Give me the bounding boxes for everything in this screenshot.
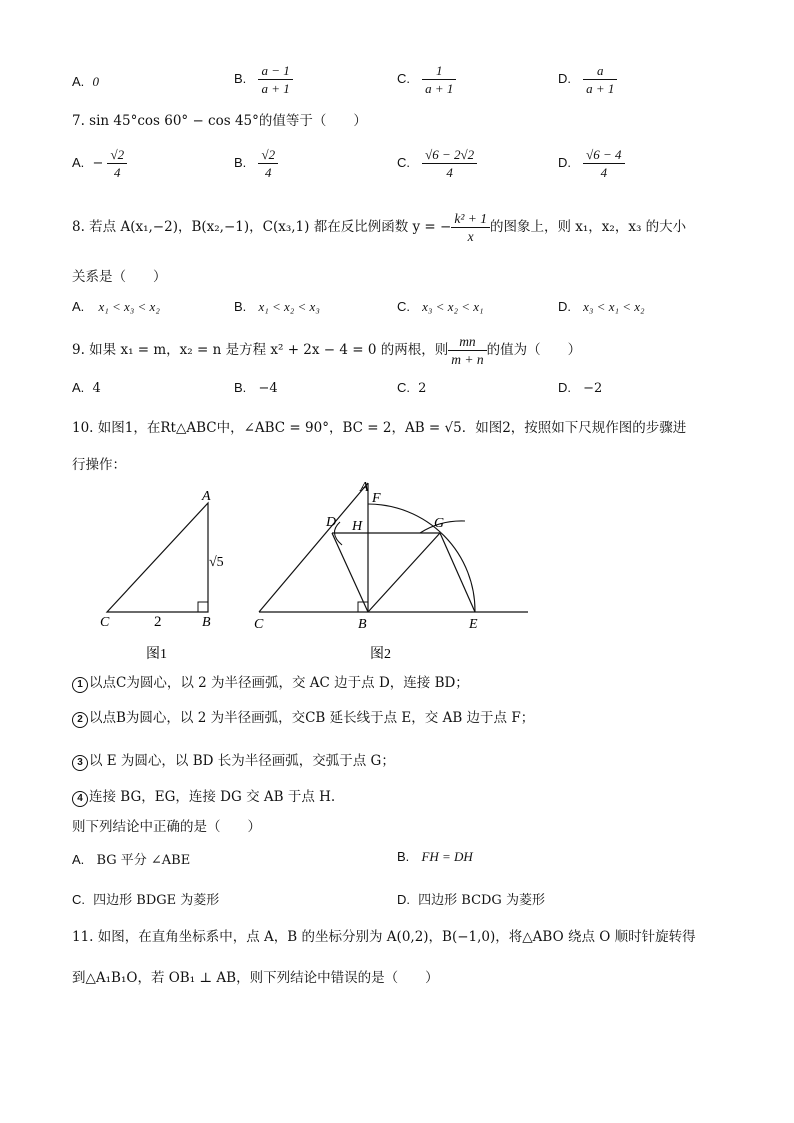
line-bg [368, 533, 440, 612]
q6-option-d: D. $\frac{a}{a + 1}$ [558, 62, 617, 97]
q8-option-a: A. x₁ < x₃ < x₂ [72, 299, 160, 314]
fig1-label-b: B [202, 615, 211, 630]
q10-option-b: B. FH = DH [397, 849, 473, 864]
q6-option-c: C. $\frac{1}{a + 1}$ [397, 62, 456, 97]
fig2-label-a: A [360, 480, 369, 495]
line-ca [259, 483, 368, 612]
q10-option-d: D. 四边形 BCDG 为菱形 [397, 892, 545, 908]
q8-stem: 8. 若点 A(x₁,−2)，B(x₂,−1)，C(x₃,1) 都在反比例函数 y = − $\frac{\text{k² + 1}}{x}$ 的图象上，则 x₁，x₂，x₃ 的大小 [72, 211, 687, 244]
fig2-label-g: G [434, 516, 445, 531]
q9-option-d: D. −2 [558, 380, 603, 396]
q8-option-c: C. x₃ < x₂ < x₁ [397, 299, 484, 314]
q9-option-a: A. 4 [72, 380, 101, 396]
fig2-label-b: B [358, 617, 367, 632]
fig2-label-c: C [254, 617, 264, 632]
figure-1 [90, 480, 240, 670]
line-ge [440, 533, 475, 612]
fig2-label-h: H [352, 519, 363, 534]
q11-stem-line2: 到△A₁B₁O，若 OB₁ ⊥ AB，则下列结论中错误的是（ ） [72, 970, 439, 986]
q8-stem-line2: 关系是（ ） [72, 269, 167, 285]
q7-stem: 7. sin 45°cos 60° − cos 45°的值等于（ ） [72, 113, 367, 129]
q9-option-c: C. 2 [397, 380, 427, 396]
q10-stem-line1: 10. 如图1，在Rt△ABC中，∠ABC = 90°，BC = 2，AB = √5．如图2，按照如下尺规作图的步骤进 [72, 420, 687, 436]
fig1-label-c: C [100, 615, 110, 630]
q10-option-c: C. 四边形 BDGE 为菱形 [72, 892, 220, 908]
q7-option-d: D. $\frac{√6 - 4}{4}$ [558, 146, 625, 181]
fig1-label-ab: √5 [209, 555, 224, 570]
fig2-caption: 图2 [370, 647, 391, 662]
arc-fe [368, 504, 475, 612]
q10-step-4: 4 连接 BG，EG，连接 DG 交 AB 于点 H. [72, 785, 335, 807]
q6-option-b: B. $\frac{a - 1}{a + 1}$ [234, 62, 293, 97]
q9-stem: 9. 如果 x₁ = m，x₂ = n 是方程 x² + 2x − 4 = 0 的两根，则 $\frac{mn}{m + n}$ 的值为（ ） [72, 334, 582, 367]
q10-step-1: 1 以点C为圆心，以 2 为半径画弧，交 AC 边于点 D，连接 BD； [72, 671, 469, 693]
q7-option-b: B. $\frac{√2}{4}$ [234, 146, 278, 181]
right-angle-mark-2 [358, 602, 368, 612]
q10-option-a: A. BG 平分 ∠ABE [72, 852, 191, 868]
line-bd [332, 533, 368, 612]
fig2-label-f: F [372, 491, 381, 506]
q6-option-a: A. 0 [72, 74, 99, 89]
q11-stem-line1: 11. 如图，在直角坐标系中，点 A，B 的坐标分别为 A(0,2)，B(−1,0)，将△ABO 绕点 O 顺时针旋转得 [72, 929, 696, 945]
triangle-abc [107, 503, 208, 612]
fig1-caption: 图1 [146, 647, 167, 662]
right-angle-mark [198, 602, 208, 612]
q7-option-c: C. $\frac{√6 - 2√2}{4}$ [397, 146, 477, 181]
fig1-label-a: A [202, 489, 211, 504]
fig2-label-d: D [326, 515, 337, 530]
q10-step-3: 3 以 E 为圆心，以 BD 长为半径画弧，交弧于点 G； [72, 749, 395, 771]
q9-option-b: B. −4 [234, 380, 278, 396]
fig1-label-bc: 2 [154, 614, 162, 630]
q10-step-2: 2 以点B为圆心，以 2 为半径画弧，交CB 延长线于点 E，交 AB 边于点 F； [72, 706, 534, 728]
q10-prompt: 则下列结论中正确的是（ ） [72, 819, 261, 835]
figure-2 [250, 475, 540, 670]
q7-option-a: A. − $\frac{√2}{4}$ [72, 146, 127, 181]
q8-option-d: D. x₃ < x₁ < x₂ [558, 299, 645, 314]
fig2-label-e: E [469, 617, 478, 632]
q8-option-b: B. x₁ < x₂ < x₃ [234, 299, 320, 314]
q10-stem-line2: 行操作： [72, 457, 126, 473]
